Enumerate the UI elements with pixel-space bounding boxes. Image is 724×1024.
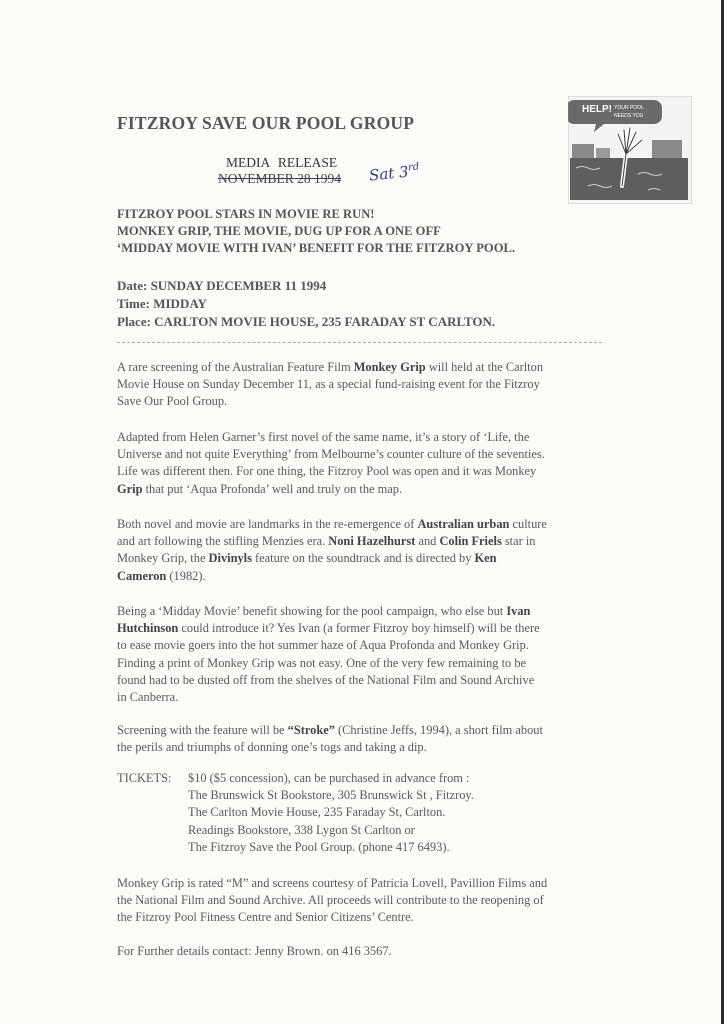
text-line: to ease movie goers into the hot summer haze of Aqua Profonda and Monkey Grip. [117, 638, 529, 653]
text-line: found had to be dusted off from the shelves of the National Film and Sound Archive [117, 672, 535, 687]
logo-needs-you-text: NEEDS YOU [614, 113, 644, 119]
bold-span: Hutchinson [117, 621, 179, 636]
text-line: the perils and triumphs of donning one’s togs and taking a dip. [117, 740, 427, 755]
text-span: (1982). [166, 568, 206, 583]
text-span: Being a ‘Midday Movie’ benefit showing for the pool campaign, who else but [117, 604, 507, 618]
text-span: A rare screening of the Australian Feature Film [117, 360, 354, 374]
ticket-location: The Carlton Movie House, 235 Faraday St, Carlton. [188, 805, 446, 820]
tickets-section [117, 770, 474, 856]
text-span: and art following the stifling Menzies era. [117, 534, 329, 549]
ticket-location: Readings Bookstore, 338 Lygon St Carlton or [188, 822, 415, 837]
release-headline [117, 206, 515, 257]
event-place: Place: CARLTON MOVIE HOUSE, 235 FARADAY ST CARLTON. [117, 314, 496, 329]
text-span: feature on the soundtrack and is directed by [251, 551, 475, 566]
paragraph-landmarks [117, 516, 617, 585]
headline-line: FITZROY POOL STARS IN MOVIE RE RUN! [117, 207, 375, 221]
text-span: will held at the Carlton [425, 360, 544, 374]
text-line: the National Film and Sound Archive. All proceeds will contribute to the reopening of [117, 893, 544, 908]
bold-span: Colin Friels [439, 534, 502, 549]
text-span: Screening with the feature will be [117, 723, 288, 737]
bold-span: Ivan [506, 604, 531, 618]
text-span: Monkey Grip, the [117, 551, 209, 566]
contact-text: For Further details contact: Jenny Brown. on 416 3567. [117, 944, 392, 958]
handwritten-date [368, 161, 420, 184]
text-span: could introduce it? Yes Ivan (a former Fitzroy boy himself) will be there [178, 621, 540, 636]
ticket-location: The Brunswick St Bookstore, 305 Brunswick St , Fitzroy. [188, 788, 474, 803]
logo-your-pool-text: YOUR POOL [614, 105, 644, 111]
text-line: the Fitzroy Pool Fitness Centre and Senior Citizens’ Centre. [117, 910, 414, 925]
text-span: that put ‘Aqua Profonda’ well and truly on the map. [142, 481, 403, 496]
paragraph-stroke [117, 722, 617, 756]
bold-span: Monkey Grip [353, 360, 426, 374]
bold-span: Cameron [117, 568, 167, 583]
organization-title: FITZROY SAVE OUR POOL GROUP [117, 113, 415, 133]
logo-help-text: HELP! [582, 104, 612, 115]
media-release-label: MEDIA RELEASE [226, 155, 338, 170]
struck-original-date: NOVEMBER 28 1994 [218, 171, 342, 186]
tickets-price: $10 ($5 concession), can be purchased in advance from : [188, 771, 470, 785]
text-line: Movie House on Sunday December 11, as a special fund-raising event for the Fitzroy [117, 377, 540, 392]
text-span: culture [509, 517, 547, 531]
bold-span: “Stroke” [287, 723, 335, 737]
bold-span: Ken [474, 551, 497, 566]
text-span: and [415, 534, 440, 549]
handwritten-day: Sat 3 [368, 162, 410, 185]
text-line: Save Our Pool Group. [117, 394, 228, 409]
handwritten-suffix: rd [407, 161, 420, 174]
paragraph-rating [117, 875, 617, 927]
paragraph-screening [117, 359, 617, 411]
text-span: (Christine Jeffs, 1994), a short film about [334, 723, 543, 737]
text-line: Life was different then. For one thing, the Fitzroy Pool was open and it was Monkey [117, 464, 537, 479]
text-span: star in [501, 534, 536, 549]
headline-line: MONKEY GRIP, THE MOVIE, DUG UP FOR A ONE OFF [117, 224, 441, 238]
event-date: Date: SUNDAY DECEMBER 11 1994 [117, 278, 327, 293]
bold-span: Grip [117, 481, 143, 496]
text-line: Adapted from Helen Garner’s first novel of the same name, it’s a story of ‘Life, the [117, 430, 530, 444]
text-span: Both novel and movie are landmarks in the re-emergence of [117, 517, 418, 531]
paragraph-adaptation [117, 429, 617, 498]
paragraph-midday-movie [117, 603, 617, 706]
help-pool-logo [568, 96, 692, 204]
event-details [117, 277, 495, 331]
text-line: Finding a print of Monkey Grip was not easy. One of the very few remaining to be [117, 655, 527, 670]
text-line: in Canberra. [117, 690, 179, 705]
bold-span: Noni Hazelhurst [328, 534, 416, 549]
contact-line [117, 943, 617, 960]
ticket-location: The Fitzroy Save the Pool Group. (phone 417 6493). [188, 839, 450, 854]
bold-span: Divinyls [208, 551, 252, 566]
tickets-label: TICKETS: [117, 771, 172, 785]
text-line: Monkey Grip is rated “M” and screens courtesy of Patricia Lovell, Pavillion Films and [117, 876, 548, 890]
event-time: Time: MIDDAY [117, 296, 207, 311]
text-line: Universe and not quite Everything’ from Melbourne’s counter culture of the seventies. [117, 447, 545, 462]
bold-span: Australian urban [417, 517, 510, 531]
headline-line: ‘MIDDAY MOVIE WITH IVAN’ BENEFIT FOR THE FITZROY POOL. [117, 241, 516, 255]
divider [117, 342, 602, 343]
